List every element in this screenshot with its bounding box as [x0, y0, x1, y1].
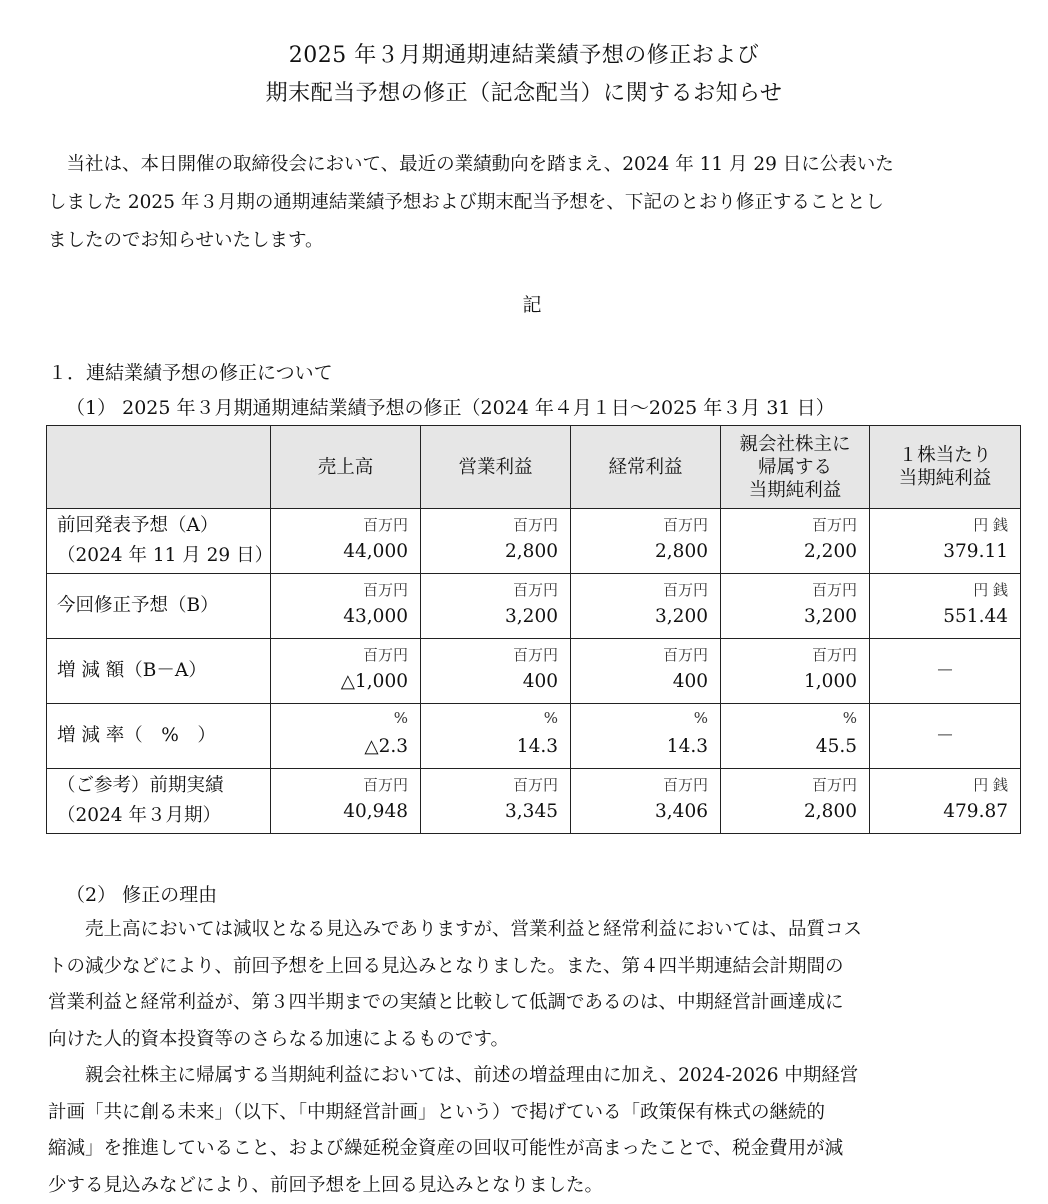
ki-heading: 記: [0, 290, 1048, 317]
table-cell: [870, 704, 1021, 769]
table-header-cell: １株当たり 当期純利益: [870, 426, 1021, 509]
table-cell: [421, 509, 571, 574]
cell-value: 43,000: [343, 606, 408, 627]
cell-unit: 百万円: [812, 774, 857, 795]
table-cell: [571, 574, 721, 639]
cell-value: 3,200: [804, 606, 857, 627]
table-header-cell: 経常利益: [571, 426, 721, 509]
cell-unit: 百万円: [663, 774, 708, 795]
table-cell: [721, 639, 870, 704]
cell-unit: 百万円: [513, 774, 558, 795]
cell-value: 2,200: [804, 541, 857, 562]
table-row: [47, 639, 1021, 704]
cell-value: 551.44: [943, 606, 1008, 627]
reason-line: 向けた人的資本投資等のさらなる加速によるものです。: [48, 1022, 1023, 1059]
cell-value: 1,000: [804, 671, 857, 692]
table-cell: [721, 769, 870, 834]
cell-unit: 百万円: [812, 644, 857, 665]
table-cell: [870, 769, 1021, 834]
cell-value: 479.87: [943, 801, 1008, 822]
table-cell: [870, 509, 1021, 574]
reason-line: 縮減」を推進していること、および繰延税金資産の回収可能性が高まったことで、税金費用が減: [48, 1131, 1023, 1168]
cell-value: 2,800: [804, 801, 857, 822]
cell-unit: 百万円: [812, 514, 857, 535]
cell-value: 3,200: [505, 606, 558, 627]
intro-line: しました 2025 年３月期の通期連結業績予想および期末配当予想を、下記のとおり修正することとし: [48, 184, 1020, 222]
reason-paragraph-1: [48, 912, 1023, 1058]
cell-unit: 百万円: [513, 514, 558, 535]
cell-value: 400: [523, 671, 558, 692]
section2-heading: （2） 修正の理由: [66, 880, 217, 907]
row-label-line1: 今回修正予想（B）: [57, 591, 270, 621]
cell-value: 2,800: [655, 541, 708, 562]
cell-value: 3,345: [505, 801, 558, 822]
cell-dash: －: [870, 722, 1020, 748]
row-label: [47, 509, 271, 574]
table-row: [47, 574, 1021, 639]
reason-line: 営業利益と経常利益が、第３四半期までの実績と比較して低調であるのは、中期経営計画達成に: [48, 985, 1023, 1022]
table-cell: [571, 639, 721, 704]
cell-unit: 百万円: [663, 644, 708, 665]
reason-line: トの減少などにより、前回予想を上回る見込みとなりました。また、第４四半期連結会計期間の: [48, 949, 1023, 986]
document-title-line2: 期末配当予想の修正（記念配当）に関するお知らせ: [0, 76, 1048, 107]
document-title-line1: 2025 年３月期通期連結業績予想の修正および: [0, 38, 1048, 69]
reason-paragraph-2: [48, 1058, 1023, 1204]
cell-value: △2.3: [364, 736, 408, 757]
forecast-table: [46, 425, 1021, 834]
cell-value: 379.11: [943, 541, 1008, 562]
table-cell: [721, 574, 870, 639]
cell-unit: 百万円: [363, 514, 408, 535]
row-label-line1: 前回発表予想（A）: [57, 511, 270, 541]
table-row: [47, 509, 1021, 574]
table-header-row: [47, 426, 1021, 509]
row-label-line1: 増 減 率（ % ）: [57, 721, 270, 751]
table-cell: [271, 769, 421, 834]
table-cell: [271, 574, 421, 639]
table-cell: [571, 704, 721, 769]
cell-unit: 百万円: [812, 579, 857, 600]
row-label-line1: （ご参考）前期実績: [57, 771, 270, 801]
cell-unit: 百万円: [663, 579, 708, 600]
cell-unit: 円 銭: [973, 514, 1008, 535]
cell-unit: 百万円: [363, 774, 408, 795]
intro-line: 当社は、本日開催の取締役会において、最近の業績動向を踏まえ、2024 年 11 月 29 日に公表いた: [48, 146, 1020, 184]
table-row: [47, 704, 1021, 769]
table-cell: [721, 704, 870, 769]
table-cell: [571, 509, 721, 574]
cell-value: 3,200: [655, 606, 708, 627]
cell-value: 400: [673, 671, 708, 692]
table-cell: [271, 704, 421, 769]
table-cell: [421, 574, 571, 639]
table-cell: [421, 769, 571, 834]
intro-line: ましたのでお知らせいたします。: [48, 222, 1020, 260]
table-cell: [870, 574, 1021, 639]
reason-line: 親会社株主に帰属する当期純利益においては、前述の増益理由に加え、2024-2026 中期経営: [48, 1058, 1023, 1095]
reason-line: 売上高においては減収となる見込みでありますが、営業利益と経常利益においては、品質コス: [48, 912, 1023, 949]
reason-line: 少する見込みなどにより、前回予想を上回る見込みとなりました。: [48, 1168, 1023, 1204]
intro-paragraph: [48, 146, 1020, 260]
table-header-cell: 売上高: [271, 426, 421, 509]
cell-unit: 円 銭: [973, 774, 1008, 795]
cell-value: 14.3: [667, 736, 708, 757]
row-label: [47, 769, 271, 834]
section1-subheading: （1） 2025 年３月期通期連結業績予想の修正（2024 年４月１日～2025 年３月 31 日）: [66, 393, 835, 420]
cell-unit: 百万円: [513, 644, 558, 665]
table-header-corner: [47, 426, 271, 509]
reason-line: 計画「共に創る未来」（以下、「中期経営計画」という）で掲げている「政策保有株式の継続的: [48, 1095, 1023, 1132]
row-label: [47, 574, 271, 639]
cell-unit: 円 銭: [973, 579, 1008, 600]
cell-unit: 百万円: [363, 644, 408, 665]
row-label-line1: 増 減 額（B－A）: [57, 656, 270, 686]
row-label: [47, 639, 271, 704]
cell-value: 3,406: [655, 801, 708, 822]
cell-value: 2,800: [505, 541, 558, 562]
table-cell: [870, 639, 1021, 704]
cell-unit: %: [394, 709, 408, 727]
cell-value: 40,948: [343, 801, 408, 822]
cell-unit: %: [544, 709, 558, 727]
cell-value: 14.3: [517, 736, 558, 757]
table-row: [47, 769, 1021, 834]
row-label-line2: （2024 年３月期）: [57, 801, 270, 831]
row-label: [47, 704, 271, 769]
table-cell: [421, 639, 571, 704]
table-header-cell: 親会社株主に 帰属する 当期純利益: [721, 426, 870, 509]
section1-heading: １．連結業績予想の修正について: [48, 358, 333, 385]
table-cell: [421, 704, 571, 769]
row-label-line2: （2024 年 11 月 29 日）: [57, 541, 270, 571]
cell-value: 44,000: [343, 541, 408, 562]
cell-value: △1,000: [341, 671, 408, 692]
cell-dash: －: [870, 657, 1020, 683]
cell-unit: %: [843, 709, 857, 727]
table-cell: [271, 509, 421, 574]
table-cell: [271, 639, 421, 704]
table-cell: [571, 769, 721, 834]
cell-value: 45.5: [816, 736, 857, 757]
table-header-cell: 営業利益: [421, 426, 571, 509]
cell-unit: %: [694, 709, 708, 727]
cell-unit: 百万円: [363, 579, 408, 600]
cell-unit: 百万円: [663, 514, 708, 535]
table-cell: [721, 509, 870, 574]
cell-unit: 百万円: [513, 579, 558, 600]
